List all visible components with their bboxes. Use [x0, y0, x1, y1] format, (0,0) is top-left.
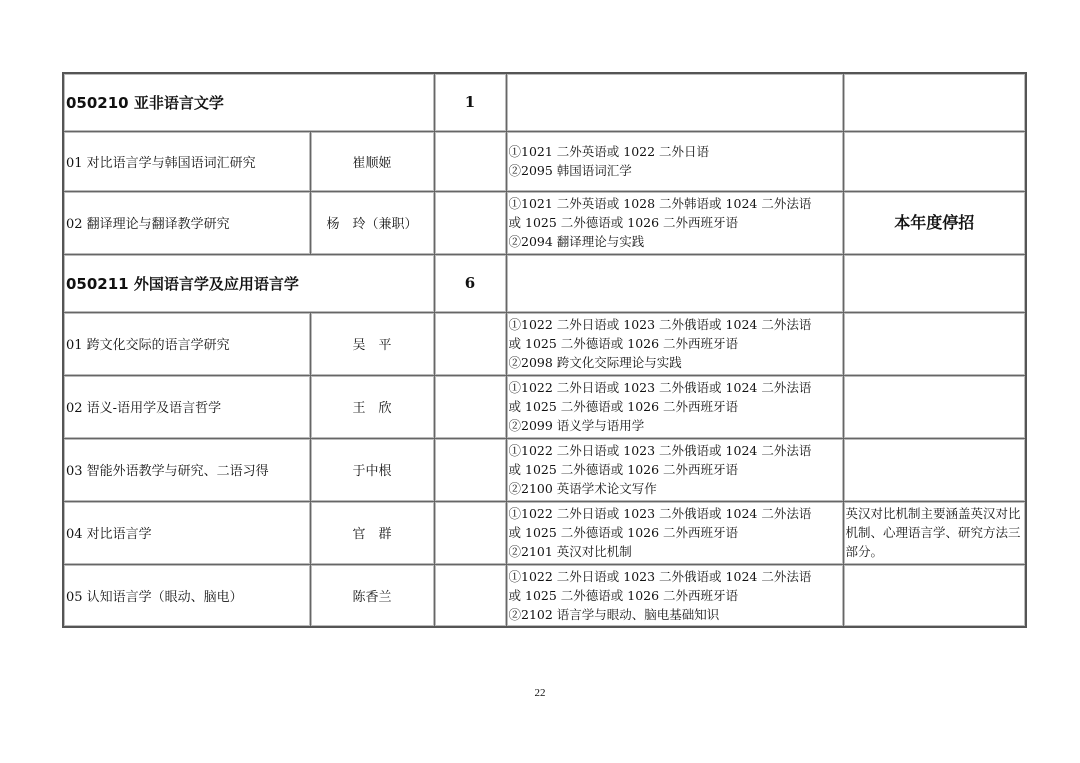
- exam-subjects: [506, 191, 843, 254]
- exam-subjects: [506, 375, 843, 438]
- note-cell: [843, 438, 1026, 501]
- catalog-table: [62, 72, 1027, 628]
- table-row: [63, 131, 1026, 191]
- supervisor-name: 王 欣: [310, 375, 434, 438]
- exam-subject-line: ②2095 韩国语词汇学: [508, 163, 632, 178]
- exam-subjects: [506, 501, 843, 564]
- exam-subject-line: 或 1025 二外德语或 1026 二外西班牙语: [508, 525, 739, 540]
- major-title: 050211 外国语言学及应用语言学: [63, 254, 434, 312]
- exam-subjects: [506, 438, 843, 501]
- exam-subject-line: ①1022 二外日语或 1023 二外俄语或 1024 二外法语: [508, 317, 812, 332]
- note-cell: 英汉对比机制主要涵盖英汉对比机制、心理语言学、研究方法三部分。: [843, 501, 1026, 564]
- table-row: [63, 501, 1026, 564]
- direction-name: 05 认知语言学（眼动、脑电）: [63, 564, 310, 627]
- major-count: 6: [434, 254, 506, 312]
- table-row: [63, 312, 1026, 375]
- major-title: 050210 亚非语言文学: [63, 73, 434, 131]
- supervisor-name: 官 群: [310, 501, 434, 564]
- suspension-note: 本年度停招: [843, 191, 1026, 254]
- exam-subjects: [506, 131, 843, 191]
- exam-subject-line: 或 1025 二外德语或 1026 二外西班牙语: [508, 399, 739, 414]
- major-subjects-cell: [506, 254, 843, 312]
- supervisor-name: 吴 平: [310, 312, 434, 375]
- count-cell: [434, 375, 506, 438]
- major-row: [63, 73, 1026, 131]
- direction-name: 04 对比语言学: [63, 501, 310, 564]
- direction-name: 01 跨文化交际的语言学研究: [63, 312, 310, 375]
- direction-name: 02 语义-语用学及语言哲学: [63, 375, 310, 438]
- supervisor-name: 于中根: [310, 438, 434, 501]
- supervisor-name: 陈香兰: [310, 564, 434, 627]
- table-row: [63, 375, 1026, 438]
- major-row: [63, 254, 1026, 312]
- major-note-cell: [843, 73, 1026, 131]
- page-number: 22: [534, 687, 546, 699]
- exam-subject-line: ①1022 二外日语或 1023 二外俄语或 1024 二外法语: [508, 506, 812, 521]
- exam-subjects: [506, 564, 843, 627]
- major-subjects-cell: [506, 73, 843, 131]
- direction-name: 01 对比语言学与韩国语词汇研究: [63, 131, 310, 191]
- major-count: 1: [434, 73, 506, 131]
- exam-subject-line: ①1022 二外日语或 1023 二外俄语或 1024 二外法语: [508, 568, 812, 584]
- supervisor-name: 杨 玲（兼职）: [310, 191, 434, 254]
- exam-subject-line: ②2100 英语学术论文写作: [508, 481, 657, 496]
- note-cell: [843, 564, 1026, 627]
- count-cell: [434, 191, 506, 254]
- exam-subject-line: 或 1025 二外德语或 1026 二外西班牙语: [508, 215, 739, 230]
- exam-subject-line: ②2094 翻译理论与实践: [508, 234, 645, 249]
- exam-subject-line: ②2098 跨文化交际理论与实践: [508, 355, 682, 370]
- exam-subject-line: ②2101 英汉对比机制: [508, 544, 632, 559]
- count-cell: [434, 564, 506, 627]
- table-row: [63, 438, 1026, 501]
- table-row: [63, 564, 1026, 627]
- exam-subject-line: ②2102 语言学与眼动、脑电基础知识: [508, 606, 720, 622]
- count-cell: [434, 131, 506, 191]
- count-cell: [434, 312, 506, 375]
- note-cell: [843, 131, 1026, 191]
- supervisor-name: 崔顺姬: [310, 131, 434, 191]
- note-cell: [843, 312, 1026, 375]
- exam-subject-line: ①1022 二外日语或 1023 二外俄语或 1024 二外法语: [508, 380, 812, 395]
- exam-subject-line: 或 1025 二外德语或 1026 二外西班牙语: [508, 462, 739, 477]
- count-cell: [434, 501, 506, 564]
- direction-name: 03 智能外语教学与研究、二语习得: [63, 438, 310, 501]
- exam-subject-line: 或 1025 二外德语或 1026 二外西班牙语: [508, 587, 739, 603]
- exam-subject-line: ①1021 二外英语或 1022 二外日语: [508, 144, 710, 159]
- major-note-cell: [843, 254, 1026, 312]
- exam-subject-line: ②2099 语义学与语用学: [508, 418, 645, 433]
- exam-subject-line: ①1021 二外英语或 1028 二外韩语或 1024 二外法语: [508, 196, 812, 211]
- exam-subject-line: 或 1025 二外德语或 1026 二外西班牙语: [508, 336, 739, 351]
- direction-name: 02 翻译理论与翻译教学研究: [63, 191, 310, 254]
- count-cell: [434, 438, 506, 501]
- exam-subjects: [506, 312, 843, 375]
- exam-subject-line: ①1022 二外日语或 1023 二外俄语或 1024 二外法语: [508, 443, 812, 458]
- table-row: [63, 191, 1026, 254]
- note-cell: [843, 375, 1026, 438]
